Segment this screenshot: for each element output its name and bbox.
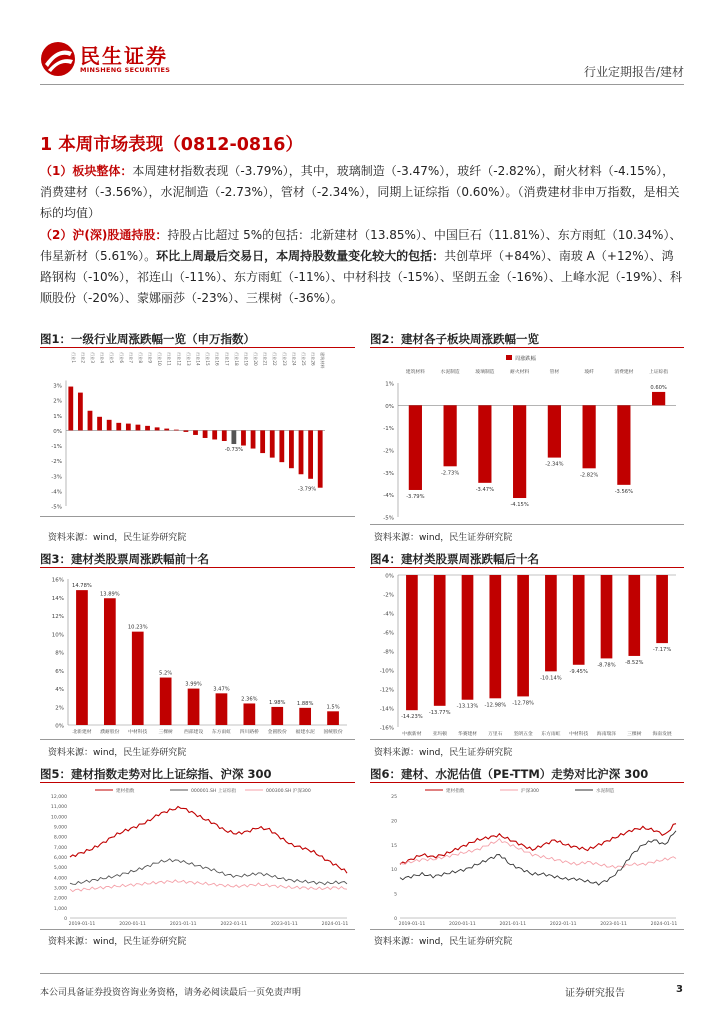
- fig3-title: 图3：建材类股票周涨跌幅前十名: [40, 552, 209, 566]
- x-category-label: 行业17: [224, 352, 230, 366]
- data-label: -2.34%: [545, 461, 564, 468]
- bar: [203, 430, 208, 438]
- category-label: 万里石: [488, 732, 503, 737]
- x-category-label: 行业12: [176, 352, 182, 366]
- bar: [160, 678, 172, 725]
- fig5-title: 图5：建材指数走势对比上证综指、沪深 300: [40, 767, 272, 781]
- x-tick-label: 2022-01-11: [220, 922, 248, 927]
- category-label: 坚朗五金: [513, 732, 533, 737]
- series-line: [70, 880, 347, 892]
- fig5-bottom-line: [40, 929, 355, 930]
- data-label: -8.52%: [625, 659, 644, 666]
- data-label: 0.60%: [650, 384, 667, 391]
- y-tick-label: -2%: [383, 592, 394, 599]
- fig1-source: 资料来源：wind，民生证券研究院: [48, 533, 187, 543]
- x-tick-label: 2021-01-11: [499, 922, 527, 927]
- legend-label: 建材指数: [116, 789, 135, 794]
- data-label: -2.73%: [440, 470, 460, 477]
- data-label: -4.15%: [510, 502, 529, 509]
- para2-text2: 共创草坪（+84%）、南玻 A（+12%）、鸿路钢构（-10%），祁连山（-11%）、东方雨虹（-11%）、中材科技（-15%）、坚朗五金（-16%）、上峰水泥（-19%）、科顺股份（-20%）、蒙娜丽莎（-23%）、三棵树（-36%）。: [40, 249, 683, 305]
- x-category-label: 行业18: [233, 352, 239, 366]
- data-label: 5.2%: [159, 670, 173, 677]
- x-category-label: 行业2: [80, 352, 86, 364]
- bar: [513, 405, 526, 498]
- page-number: 3: [676, 984, 683, 995]
- data-label: -13.77%: [428, 709, 451, 716]
- bar: [308, 430, 313, 478]
- data-label: -3.56%: [614, 488, 634, 495]
- bar: [545, 575, 557, 671]
- series-line: [70, 859, 347, 885]
- bar: [617, 405, 630, 485]
- x-tick-label: 2022-01-11: [549, 922, 577, 927]
- y-tick-label: 7,000: [53, 845, 67, 851]
- fig5-source: 资料来源：wind，民生证券研究院: [48, 937, 187, 947]
- x-category-label: 行业22: [272, 352, 278, 366]
- x-category-label: 行业16: [214, 352, 220, 366]
- bar: [260, 430, 265, 453]
- fig3-chart: [40, 569, 355, 737]
- bar: [270, 430, 275, 457]
- category-label: 国统股份: [323, 730, 343, 735]
- x-category-label: 行业7: [128, 352, 134, 364]
- paragraph-sector-overall: [40, 161, 684, 224]
- legend-label: 周涨跌幅: [515, 356, 536, 362]
- bar: [271, 707, 283, 725]
- x-category-label: 行业10: [157, 352, 163, 366]
- data-label: 1.98%: [269, 699, 286, 706]
- category-label: 中材科技: [569, 732, 589, 737]
- fig4-source: 资料来源：wind，民生证券研究院: [374, 748, 513, 758]
- para2-text1: 持股占比超过 5%的包括：北新建材（13.85%）、中国巨石（11.81%）、东方雨虹（10.34%）、伟星新材（5.61%）。: [40, 228, 682, 263]
- bar: [251, 430, 256, 448]
- data-label: -10.14%: [540, 675, 562, 682]
- category-label: 四川路桥: [239, 730, 259, 735]
- category-label: 中旗新材: [402, 732, 422, 737]
- footer-disclaimer: 本公司具备证券投资咨询业务资格，请务必阅读最后一页免责声明: [40, 988, 302, 998]
- y-tick-label: 12%: [51, 614, 64, 620]
- x-category-label: 建筑材料: [320, 352, 326, 369]
- bar: [409, 405, 422, 490]
- x-tick-label: 2019-01-11: [398, 922, 426, 927]
- bar: [174, 430, 179, 431]
- y-tick-label: 10: [391, 868, 397, 874]
- category-label: 水泥制造: [440, 370, 460, 375]
- x-category-label: 行业23: [281, 352, 287, 366]
- y-tick-label: -5%: [383, 515, 394, 521]
- data-label: -3.79%: [297, 486, 317, 493]
- series-line: [400, 831, 676, 885]
- category-label: 华赛建材: [457, 732, 478, 737]
- bar: [88, 411, 93, 431]
- bar: [327, 711, 339, 725]
- report-type: 行业定期报告/建材: [583, 65, 684, 79]
- fig4-bottom-line: [370, 739, 684, 740]
- y-tick-label: 0: [394, 917, 397, 922]
- x-category-label: 行业1: [70, 352, 76, 364]
- data-label: -3.79%: [406, 493, 425, 500]
- legend-label: 建材指数: [446, 789, 465, 794]
- category-label: 三棵树: [158, 730, 173, 735]
- category-label: 北新建材: [72, 730, 92, 735]
- data-label: 14.78%: [72, 583, 92, 590]
- x-category-label: 行业6: [118, 352, 124, 364]
- data-label: -2.82%: [579, 472, 599, 479]
- fig5-chart: [40, 784, 355, 928]
- category-label: 东方雨虹: [541, 732, 561, 737]
- footer-divider: [40, 973, 684, 974]
- x-category-label: 行业9: [147, 352, 153, 364]
- x-category-label: 行业19: [243, 352, 249, 366]
- bar: [116, 423, 121, 431]
- bar: [318, 430, 323, 487]
- x-tick-label: 2023-01-11: [600, 922, 627, 927]
- category-label: 玻纤: [584, 370, 594, 375]
- y-tick-label: 9,000: [53, 825, 67, 831]
- x-tick-label: 2021-01-11: [169, 922, 197, 927]
- para1-text: 本周建材指数表现（-3.79%），其中，玻璃制造（-3.47%），玻纤（-2.82%），耐火材料（-4.15%），消费建材（-3.56%），水泥制造（-2.73%），管材（-2.34%），同期上证综指（0.60%）。（消费建材非申万指数，是相关标的均值）: [40, 164, 680, 220]
- category-label: 三棵树: [627, 732, 642, 737]
- bar: [126, 424, 131, 431]
- bar: [145, 426, 150, 431]
- y-tick-label: -8%: [383, 649, 394, 656]
- series-line: [70, 807, 347, 874]
- bar: [164, 429, 169, 431]
- bar: [489, 575, 501, 698]
- fig1-bottom-line: [40, 516, 355, 517]
- bar: [78, 393, 83, 431]
- fig2-bottom-line: [370, 524, 684, 525]
- category-label: 建筑材料: [405, 370, 425, 375]
- bar: [299, 430, 304, 474]
- fig2-chart: [370, 349, 684, 521]
- y-tick-label: 3%: [53, 383, 62, 390]
- fig3-title-bar: [40, 567, 355, 568]
- bar: [299, 708, 311, 725]
- legend-label: 沪深300: [521, 789, 539, 794]
- y-tick-label: 2%: [55, 705, 64, 712]
- y-tick-label: 2%: [53, 398, 62, 405]
- minsheng-logo-icon: [40, 40, 76, 78]
- bar: [279, 430, 284, 462]
- y-tick-label: -6%: [383, 630, 394, 637]
- series-line: [400, 839, 676, 869]
- bar: [104, 598, 116, 725]
- category-label: 福建水泥: [295, 730, 315, 735]
- category-label: 消费建材: [614, 370, 634, 375]
- legend-label: 000001.SH 上证综指: [191, 789, 237, 794]
- bar: [231, 430, 236, 444]
- y-tick-label: 0%: [385, 573, 394, 580]
- data-label: 2.36%: [241, 696, 258, 703]
- y-tick-label: -4%: [51, 489, 62, 496]
- fig6-source: 资料来源：wind，民生证券研究院: [374, 937, 513, 947]
- x-category-label: 行业3: [89, 352, 95, 364]
- bar: [184, 430, 189, 432]
- bar: [212, 430, 217, 439]
- fig4-title-bar: [370, 567, 684, 568]
- para1-label: （1）板块整体：: [40, 164, 133, 178]
- fig1-chart: [40, 349, 355, 514]
- y-tick-label: 0: [64, 917, 67, 922]
- y-tick-label: 0%: [385, 403, 394, 410]
- y-tick-label: 4%: [55, 687, 64, 693]
- bar: [628, 575, 640, 656]
- y-tick-label: 6,000: [53, 856, 67, 861]
- y-tick-label: -10%: [379, 668, 394, 675]
- y-tick-label: -16%: [379, 725, 394, 732]
- y-tick-label: 25: [391, 795, 397, 800]
- y-tick-label: 10,000: [50, 815, 67, 821]
- x-tick-label: 2024-01-11: [650, 922, 678, 927]
- y-tick-label: 5: [394, 892, 397, 898]
- x-category-label: 行业26: [310, 352, 316, 366]
- y-tick-label: 10%: [51, 632, 64, 639]
- data-label: -12.98%: [484, 702, 507, 709]
- fig3-bottom-line: [40, 739, 355, 740]
- bar: [136, 425, 141, 431]
- fig6-bottom-line: [370, 929, 684, 930]
- bar: [289, 430, 294, 468]
- category-label: 西部建设: [183, 730, 204, 735]
- y-tick-label: -1%: [51, 444, 62, 451]
- x-tick-label: 2019-01-11: [68, 922, 96, 927]
- y-tick-label: 1%: [53, 413, 62, 420]
- fig6-title: 图6：建材、水泥估值（PE-TTM）走势对比沪深 300: [370, 767, 649, 781]
- bar: [97, 417, 102, 431]
- paragraph-northbound: [40, 225, 684, 309]
- x-category-label: 行业21: [262, 352, 268, 366]
- y-tick-label: 11,000: [50, 805, 67, 811]
- fig4-chart: [370, 569, 684, 737]
- y-tick-label: 16%: [51, 577, 64, 584]
- bar: [444, 405, 457, 466]
- bar: [548, 405, 561, 457]
- logo-cn: 民生证券: [80, 44, 168, 68]
- para2-label: （2）沪(深)股通持股：: [40, 228, 168, 242]
- x-tick-label: 2020-01-11: [119, 922, 146, 927]
- y-tick-label: 3,000: [53, 886, 67, 892]
- x-category-label: 行业5: [109, 352, 115, 364]
- bar: [462, 575, 474, 700]
- y-tick-label: 2,000: [53, 896, 67, 902]
- data-label: -9.45%: [569, 668, 588, 675]
- y-tick-label: 0%: [55, 723, 64, 730]
- y-tick-label: 14%: [51, 595, 64, 602]
- x-category-label: 行业15: [205, 352, 211, 366]
- category-label: 海南发展: [652, 732, 672, 737]
- y-tick-label: 20: [391, 819, 397, 825]
- x-category-label: 行业14: [195, 352, 201, 366]
- y-tick-label: 8%: [55, 650, 64, 657]
- category-label: 中材科技: [128, 730, 148, 735]
- legend-label: 水泥制造: [596, 789, 615, 794]
- x-category-label: 行业8: [137, 352, 143, 364]
- data-label: -8.78%: [597, 662, 616, 669]
- bar: [241, 430, 246, 445]
- category-label: 东方雨虹: [211, 730, 232, 735]
- x-category-label: 行业4: [99, 352, 105, 364]
- category-label: 濮耐股份: [100, 730, 120, 735]
- fig6-title-bar: [370, 782, 684, 783]
- bar: [478, 405, 491, 482]
- y-tick-label: 8,000: [53, 835, 67, 841]
- y-tick-label: -1%: [383, 426, 394, 433]
- series-line: [400, 824, 676, 865]
- section-title: 1 本周市场表现（0812-0816）: [40, 135, 303, 155]
- bar: [193, 430, 198, 435]
- data-label: 3.99%: [185, 681, 202, 688]
- data-label: 1.5%: [326, 704, 340, 711]
- category-label: 金圆股份: [267, 730, 287, 735]
- x-tick-label: 2024-01-11: [321, 922, 349, 927]
- category-label: 玻璃制造: [475, 370, 495, 375]
- y-tick-label: -14%: [379, 706, 394, 713]
- y-tick-label: 1%: [385, 381, 394, 388]
- fig2-source: 资料来源：wind，民生证券研究院: [374, 533, 513, 543]
- bar: [406, 575, 418, 710]
- bar: [222, 430, 227, 441]
- data-label: -3.47%: [475, 486, 495, 493]
- y-tick-label: 5,000: [53, 866, 67, 872]
- bar: [76, 590, 88, 725]
- fig6-chart: [370, 784, 684, 928]
- fig2-title-bar: [370, 347, 684, 348]
- y-tick-label: -3%: [51, 474, 62, 481]
- fig1-title: 图1：一级行业周涨跌幅一览（申万指数）: [40, 332, 255, 346]
- fig1-title-bar: [40, 347, 355, 348]
- x-category-label: 行业24: [291, 352, 297, 366]
- y-tick-label: -5%: [51, 504, 62, 511]
- legend-label: 000300.SH 沪深300: [266, 789, 311, 794]
- category-label: 上证综指: [649, 370, 669, 375]
- x-tick-label: 2020-01-11: [449, 922, 476, 927]
- bar: [434, 575, 446, 706]
- y-tick-label: 4,000: [53, 876, 67, 882]
- bar: [243, 703, 255, 725]
- y-tick-label: -12%: [379, 687, 394, 694]
- x-category-label: 行业20: [253, 352, 259, 366]
- y-tick-label: -4%: [383, 493, 394, 500]
- bar: [216, 693, 228, 725]
- header-divider: [40, 84, 684, 85]
- fig2-title: 图2：建材各子板块周涨跌幅一览: [370, 332, 539, 346]
- data-label: -0.73%: [224, 447, 244, 454]
- y-tick-label: 1,000: [53, 906, 67, 912]
- category-label: 管材: [549, 370, 560, 375]
- bar: [583, 405, 596, 468]
- y-tick-label: 15: [391, 843, 397, 849]
- data-label: -13.13%: [456, 703, 479, 710]
- category-label: 亚玛顿: [432, 732, 447, 737]
- data-label: 1.88%: [296, 700, 314, 707]
- x-category-label: 行业25: [301, 352, 307, 366]
- logo-en: MINSHENG SECURITIES: [80, 66, 171, 74]
- y-tick-label: 12,000: [50, 795, 67, 800]
- bar: [656, 575, 668, 643]
- y-tick-label: 6%: [55, 668, 64, 675]
- category-label: 耐火材料: [510, 370, 530, 375]
- y-tick-label: -3%: [383, 470, 394, 477]
- y-tick-label: 0%: [53, 428, 62, 435]
- x-category-label: 行业13: [185, 352, 191, 366]
- data-label: 13.89%: [99, 591, 120, 598]
- data-label: 3.47%: [213, 686, 230, 693]
- bar: [517, 575, 529, 696]
- x-tick-label: 2023-01-11: [271, 922, 298, 927]
- data-label: -12.78%: [512, 700, 534, 707]
- bar: [573, 575, 585, 665]
- bar: [107, 420, 112, 431]
- bar: [601, 575, 613, 658]
- category-label: 海南瑞泽: [596, 732, 617, 737]
- bar: [68, 387, 73, 431]
- data-label: -7.17%: [652, 647, 672, 654]
- bar: [132, 632, 144, 725]
- fig5-title-bar: [40, 782, 355, 783]
- data-label: -14.23%: [401, 714, 423, 721]
- x-category-label: 行业11: [166, 352, 172, 366]
- fig4-title: 图4：建材类股票周涨跌幅后十名: [370, 552, 539, 566]
- legend-swatch: [506, 355, 512, 360]
- y-tick-label: -2%: [51, 459, 62, 466]
- y-tick-label: -4%: [383, 611, 394, 618]
- bar: [155, 427, 160, 430]
- bar: [188, 689, 200, 725]
- y-tick-label: -2%: [383, 448, 394, 455]
- data-label: 10.23%: [127, 624, 148, 631]
- para2-bold: 环比上周最后交易日，本周持股数量变化较大的包括：: [156, 249, 445, 263]
- footer-report: 证券研究报告: [565, 988, 625, 999]
- bar: [652, 392, 665, 405]
- fig3-source: 资料来源：wind，民生证券研究院: [48, 748, 187, 758]
